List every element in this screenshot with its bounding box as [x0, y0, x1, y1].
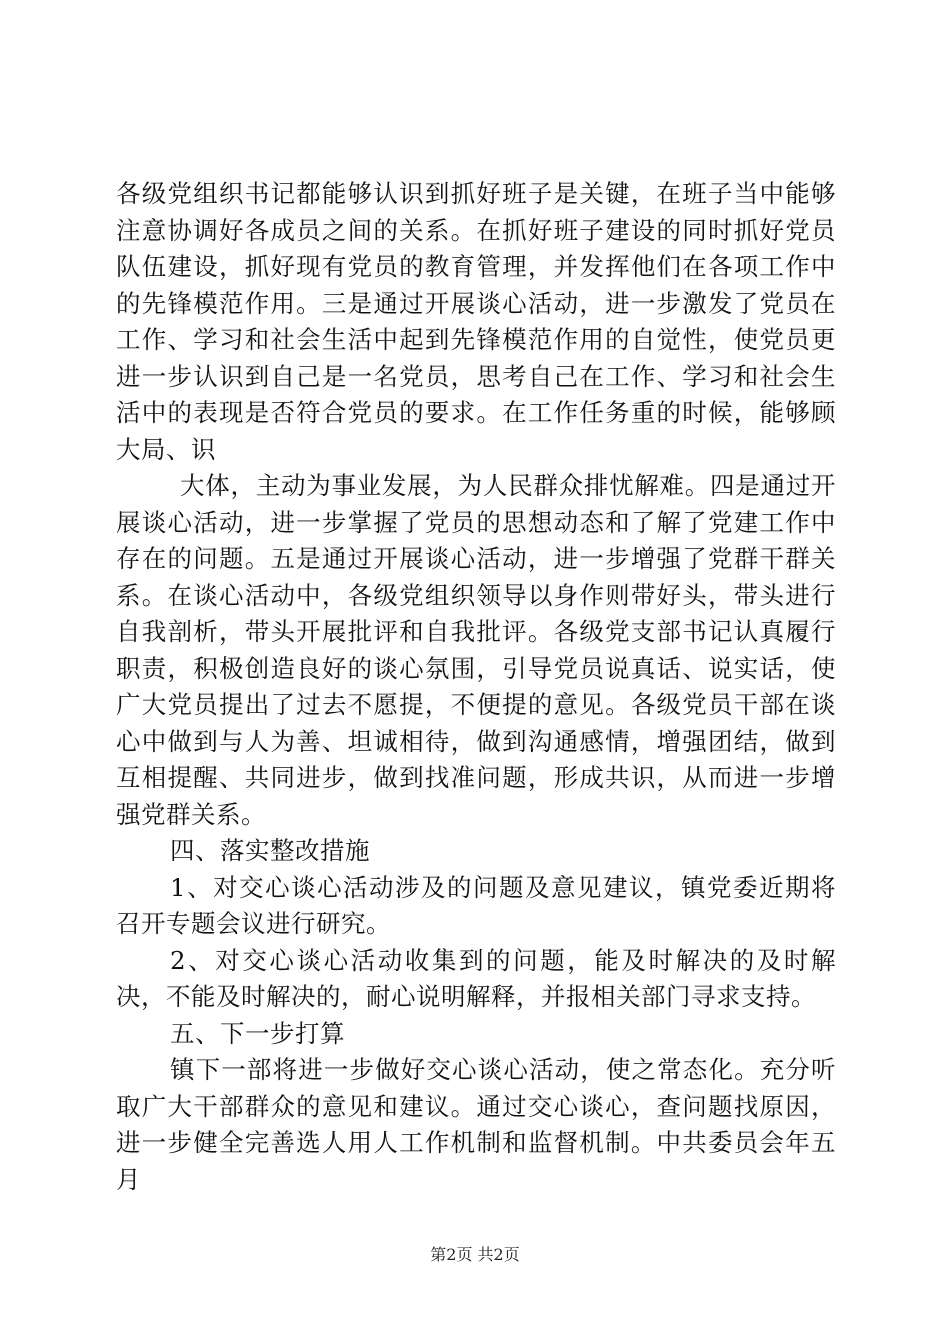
paragraph-1: 各级党组织书记都能够认识到抓好班子是关键，在班子当中能够注意协调好各成员之间的关系。在抓好班子建设的同时抓好党员队伍建设，抓好现有党员的教育管理，并发挥他们在各项工作中的先锋模范作用。三是通过开展谈心活动，进一步激发了党员在工作、学习和社会生活中起到先锋模范作用的自觉性，使党员更进一步认识到自己是一名党员，思考自己在工作、学习和社会生活中的表现是否符合党员的要求。在工作任务重的时候，能够顾大局、识 [116, 179, 836, 464]
page-number: 第2页 共2页 [430, 1245, 520, 1264]
section-heading-5: 五、下一步打算 [170, 1018, 345, 1048]
page-footer [0, 1245, 950, 1265]
paragraph-next-steps: 镇下一部将进一步做好交心谈心活动，使之常态化。充分听取广大干部群众的意见和建议。通过交心谈心，查问题找原因，进一步健全完善选人用人工作机制和监督机制。中共委员会年五月 [116, 1055, 836, 1194]
section-heading-4: 四、落实整改措施 [170, 836, 370, 865]
paragraph-measure-2: 2、对交心谈心活动收集到的问题，能及时解决的及时解决，不能及时解决的，耐心说明解释，并报相关部门寻求支持。 [116, 945, 836, 1011]
paragraph-2: 大体，主动为事业发展，为人民群众排忧解难。四是通过开展谈心活动，进一步掌握了党员的思想动态和了解了党建工作中存在的问题。五是通过开展谈心活动，进一步增强了党群干群关系。在谈心活动中，各级党组织领导以身作则带好头，带头进行自我剖析，带头开展批评和自我批评。各级党支部书记认真履行职责，积极创造良好的谈心氛围，引导党员说真话、说实话，使广大党员提出了过去不愿提，不便提的意见。各级党员干部在谈心中做到与人为善、坦诚相待，做到沟通感情，增强团结，做到互相提醒、共同进步，做到找准问题，形成共识，从而进一步增强党群关系。 [116, 471, 836, 829]
paragraph-measure-1: 1、对交心谈心活动涉及的问题及意见建议，镇党委近期将召开专题会议进行研究。 [116, 872, 836, 938]
document-body [116, 176, 836, 1198]
